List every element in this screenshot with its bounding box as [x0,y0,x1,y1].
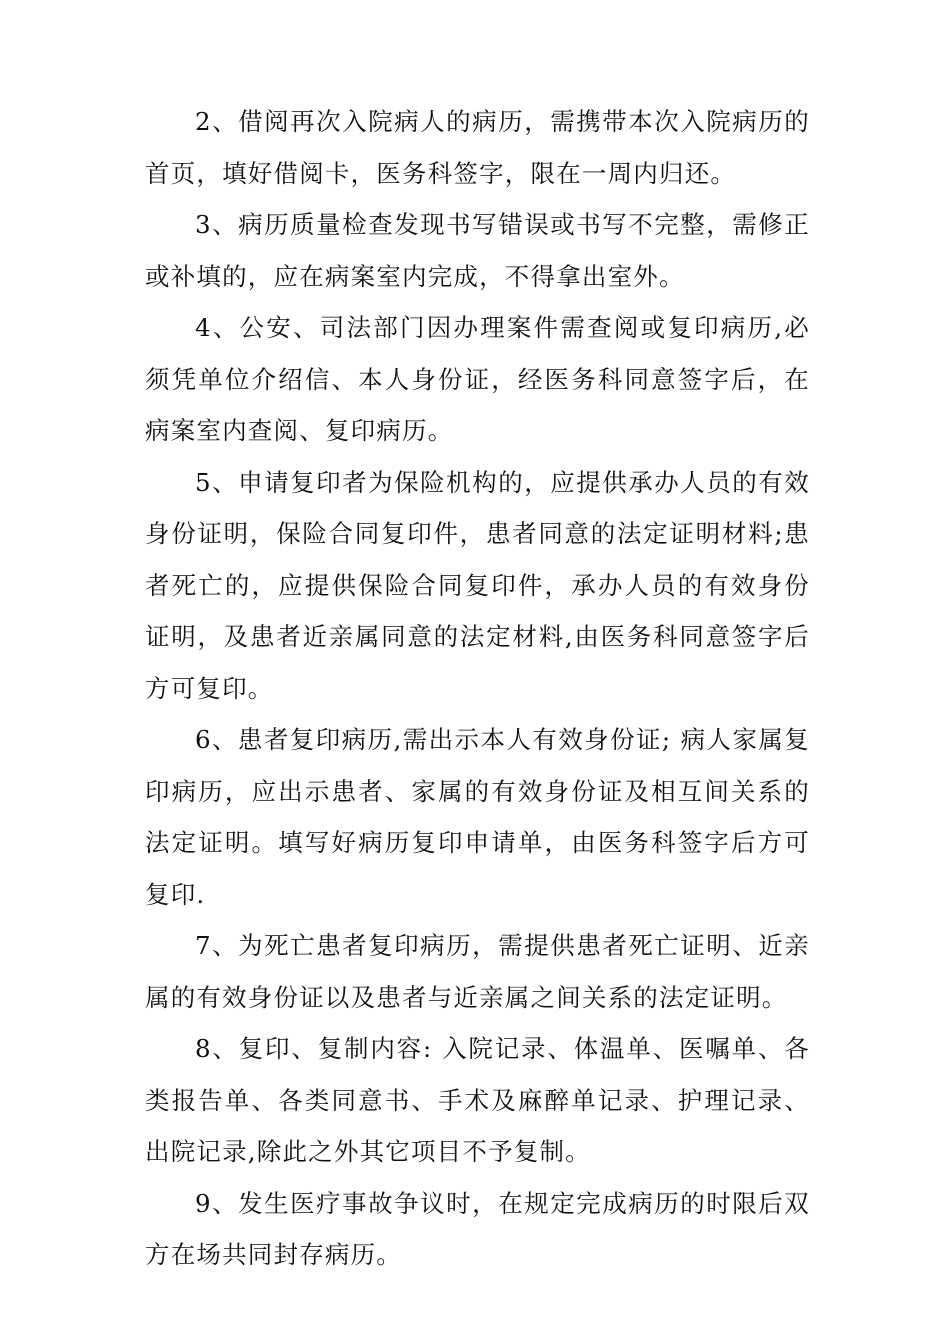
paragraph-item-2: 2、借阅再次入院病人的病历，需携带本次入院病历的首页，填好借阅卡，医务科签字，限在一周内归还。 [145,107,810,188]
paragraph-item-8: 8、复印、复制内容: 入院记录、体温单、医嘱单、各类报告单、各类同意书、手术及麻醉单记录、护理记录、出院记录,除此之外其它项目不予复制。 [145,1034,810,1166]
document-body [145,96,810,1281]
paragraph-item-3: 3、病历质量检查发现书写错误或书写不完整，需修正或补填的，应在病案室内完成，不得拿出室外。 [145,210,810,291]
paragraph-item-5: 5、申请复印者为保险机构的，应提供承办人员的有效身份证明，保险合同复印件，患者同意的法定证明材料;患者死亡的，应提供保险合同复印件，承办人员的有效身份证明，及患者近亲属同意的法定材料,由医务科同意签字后方可复印。 [145,467,810,703]
paragraph-item-6: 6、患者复印病历,需出示本人有效身份证; 病人家属复印病历，应出示患者、家属的有效身份证及相互间关系的法定证明。填写好病历复印申请单，由医务科签字后方可复印. [145,725,810,909]
paragraph-item-7: 7、为死亡患者复印病历，需提供患者死亡证明、近亲属的有效身份证以及患者与近亲属之间关系的法定证明。 [145,931,810,1012]
paragraph-item-4: 4、公安、司法部门因办理案件需查阅或复印病历,必须凭单位介绍信、本人身份证，经医务科同意签字后，在病案室内查阅、复印病历。 [145,313,810,445]
paragraph-item-9: 9、发生医疗事故争议时，在规定完成病历的时限后双方在场共同封存病历。 [145,1188,810,1269]
